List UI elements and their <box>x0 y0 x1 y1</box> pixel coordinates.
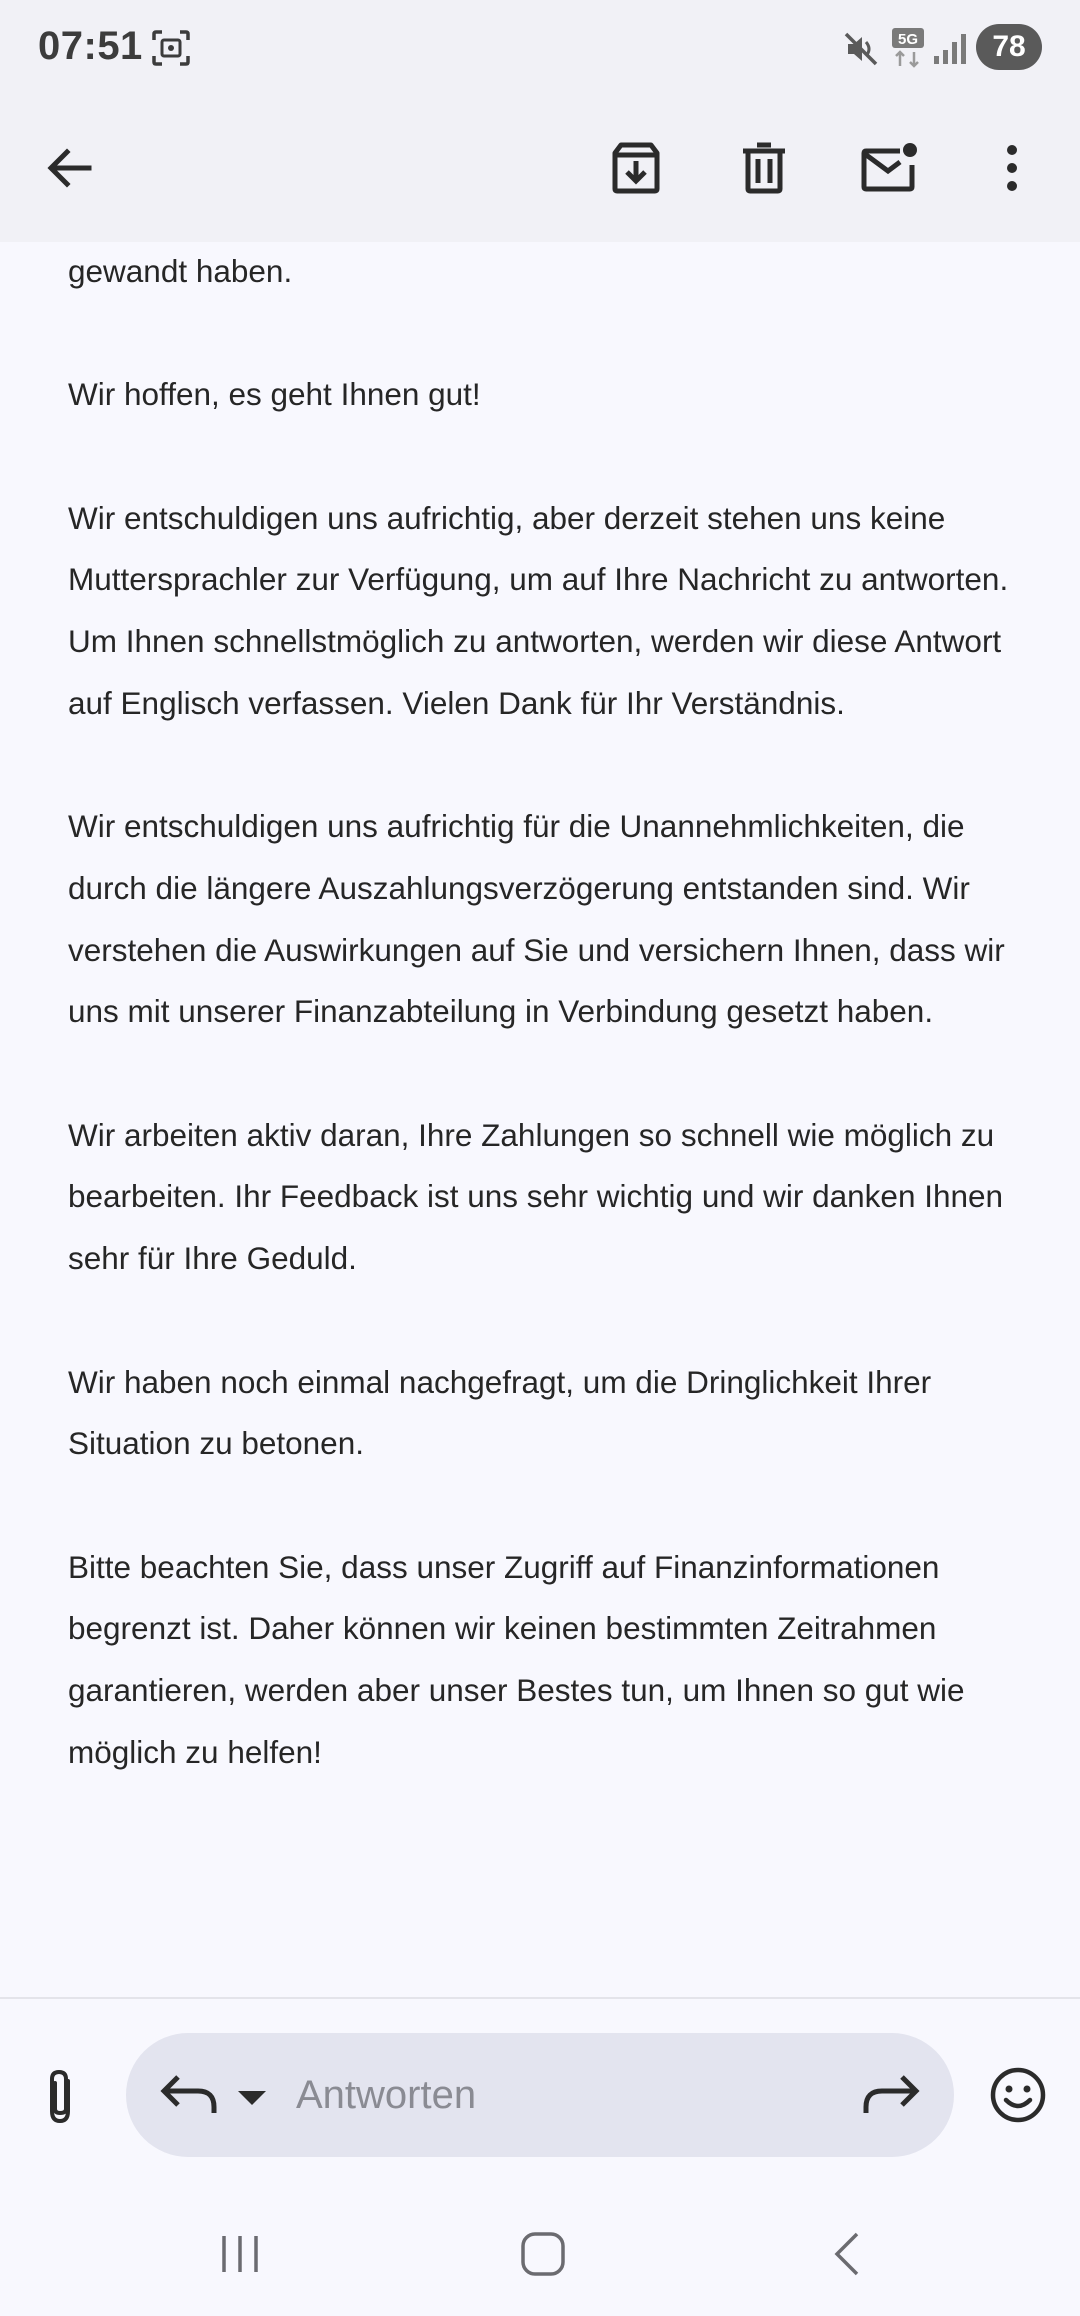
reply-button[interactable] <box>156 2061 224 2129</box>
email-paragraph: Bitte beachten Sie, dass unser Zugriff auf Finanzinformationen begrenzt ist. Daher können wir keinen bestimmten Zeitrahmen garantieren, werden aber unser Bestes tun, um Ihnen so gut wie möglich zu helfen! <box>68 1548 965 1770</box>
email-paragraph: gewandt haben. <box>68 253 293 289</box>
status-bar <box>0 0 1080 96</box>
reply-bar <box>0 1999 1080 2189</box>
network-5g-icon <box>890 26 926 75</box>
reply-arrow-icon <box>156 2061 224 2129</box>
reply-options-dropdown[interactable] <box>234 2079 270 2115</box>
mark-unread-icon <box>860 141 920 195</box>
more-options-button[interactable] <box>962 118 1062 218</box>
paperclip-icon <box>40 2067 80 2127</box>
back-button[interactable] <box>20 118 120 218</box>
archive-icon <box>609 141 663 195</box>
emoji-button[interactable] <box>980 2057 1056 2133</box>
reply-field-container <box>126 2033 954 2157</box>
email-paragraph: Wir arbeiten aktiv daran, Ihre Zahlungen so schnell wie möglich zu bearbeiten. Ihr Feedback ist uns sehr wichtig und wir danken Ihnen sehr für Ihre Geduld. <box>68 1116 1004 1277</box>
status-time: 07:51 <box>38 24 143 68</box>
screenshot-indicator-icon <box>150 28 192 73</box>
email-paragraph: Wir entschuldigen uns aufrichtig, aber derzeit stehen uns keine Muttersprachler zur Verfügung, um auf Ihre Nachricht zu antworten. Um Ihnen schnellstmöglich zu antworten, werden wir diese Antwort auf Englisch verfassen. Vielen Dank für Ihr Verständnis. <box>68 499 1009 721</box>
back-nav-button[interactable] <box>786 2209 906 2299</box>
system-nav-bar <box>0 2189 1080 2316</box>
network-label: 5G <box>897 31 919 48</box>
email-paragraph: Wir hoffen, es geht Ihnen gut! <box>68 376 481 413</box>
home-button[interactable] <box>483 2209 603 2299</box>
attach-button[interactable] <box>22 2059 98 2135</box>
forward-arrow-icon <box>856 2061 924 2129</box>
delete-icon <box>739 141 789 195</box>
mute-icon <box>842 30 880 73</box>
forward-button[interactable] <box>856 2061 924 2129</box>
battery-indicator: 78 <box>976 24 1042 70</box>
email-paragraph: Wir entschuldigen uns aufrichtig für die Unannehmlichkeiten, die durch die längere Auszahlungsverzögerung entstanden sind. Wir verstehen die Auswirkungen auf Sie und versichern Ihnen, dass wir uns mit unserer Finanzabteilung in Verbindung gesetzt haben. <box>68 808 1005 1030</box>
email-paragraph: Wir haben noch einmal nachgefragt, um die Dringlichkeit Ihrer Situation zu betonen. <box>68 1363 932 1462</box>
chevron-down-icon <box>234 2079 270 2115</box>
app-bar <box>0 96 1080 242</box>
mark-unread-button[interactable] <box>840 118 940 218</box>
archive-button[interactable] <box>586 118 686 218</box>
signal-icon <box>932 32 968 71</box>
back-chevron-icon <box>831 2231 861 2277</box>
delete-button[interactable] <box>714 118 814 218</box>
emoji-icon <box>989 2066 1047 2124</box>
back-arrow-icon <box>45 143 95 193</box>
recent-apps-icon <box>218 2234 262 2274</box>
email-body[interactable] <box>0 242 1080 1997</box>
more-vert-icon <box>1002 143 1022 193</box>
email-text <box>68 242 1028 1845</box>
home-icon <box>520 2231 566 2277</box>
reply-input[interactable] <box>296 2055 816 2135</box>
recent-apps-button[interactable] <box>180 2209 300 2299</box>
